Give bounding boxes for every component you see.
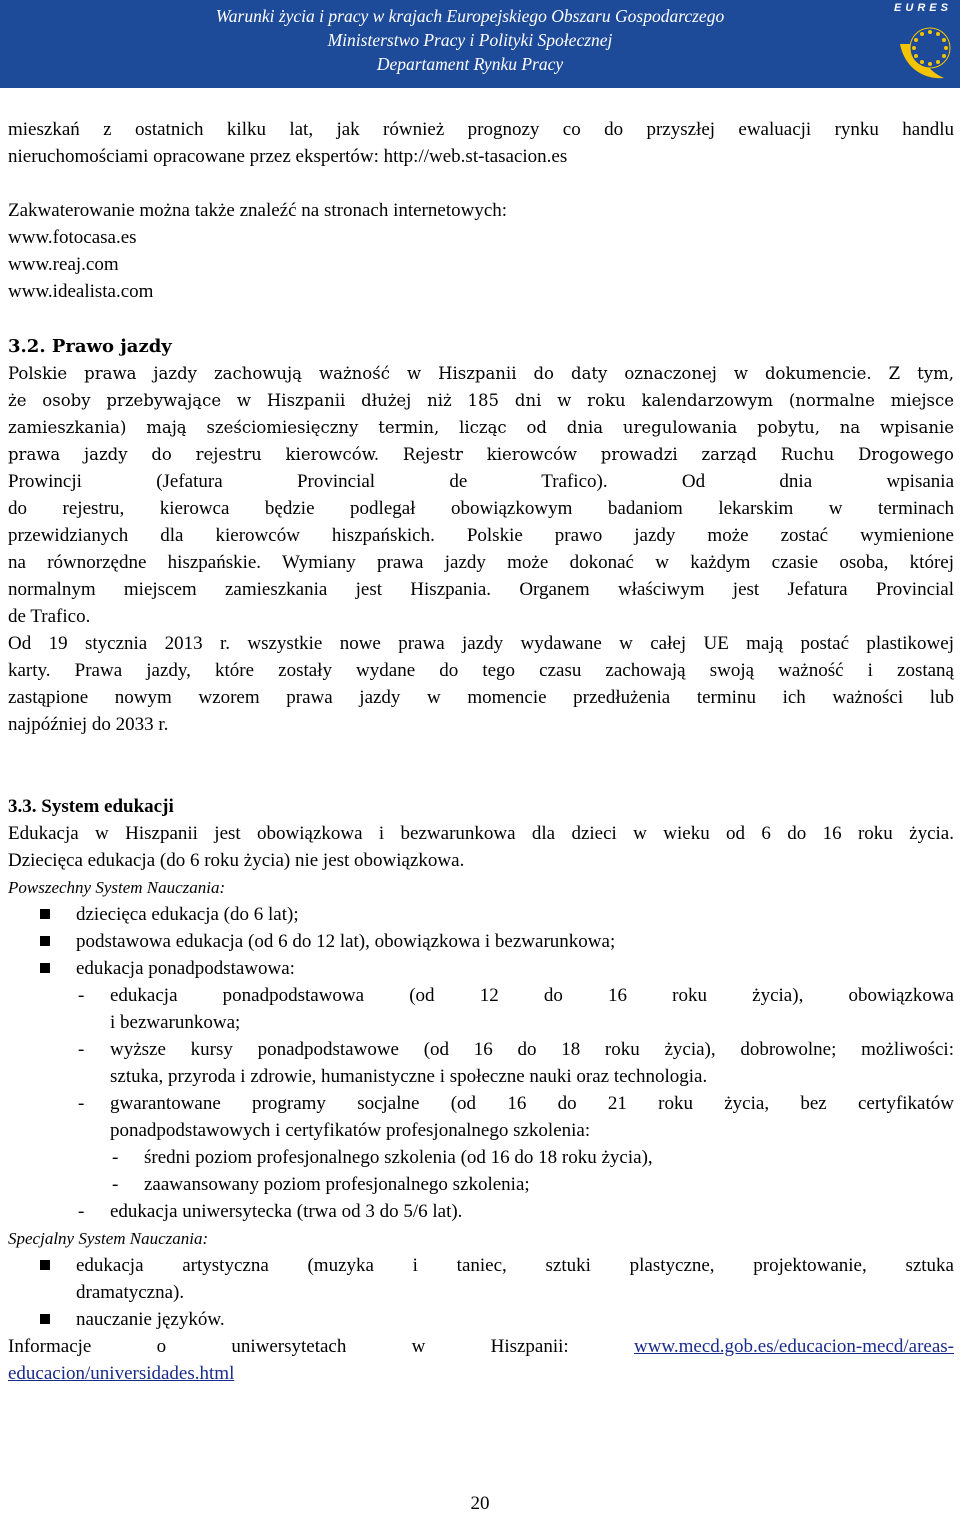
paragraph-line: na równorzędne hiszpańskie. Wymiany prawa jazdy może dokonać w każdym czasie osoba, której <box>8 552 954 573</box>
bullet-icon <box>40 1260 50 1270</box>
bullet-icon <box>40 936 50 946</box>
header-text <box>150 4 790 76</box>
paragraph-line: Prowincji (Jefatura Provincial de Trafico). Od dnia wpisania <box>8 471 954 492</box>
paragraph-line: przewidzianych dla kierowców hiszpańskich. Polskie prawo jazdy może zostać wymienione <box>8 525 954 546</box>
eures-logo <box>886 0 960 88</box>
header-line-1: Warunki życia i pracy w krajach Europejskiego Obszaru Gospodarczego <box>215 6 725 26</box>
paragraph-line: do rejestru, kierowca będzie podlegał obowiązkowym badaniom lekarskim w terminach <box>8 498 954 519</box>
universities-link[interactable]: www.mecd.gob.es/educacion-mecd/areas- <box>633 1336 955 1357</box>
paragraph-line: najpóźniej do 2033 r. <box>8 714 169 735</box>
paragraph-line: że osoby przebywające w Hiszpanii dłużej niż 185 dni w roku kalendarzowym (normalne miejsce <box>8 391 954 410</box>
site-link[interactable]: www.reaj.com <box>8 254 119 275</box>
paragraph-line: karty. Prawa jazdy, które zostały wydane do tego czasu zachowają swoją ważność i zostaną <box>8 660 954 681</box>
sub-list-item: - edukacja ponadpodstawowa (od 12 do 16 roku życia), obowiązkowa i bezwarunkowa; <box>78 985 954 1033</box>
intro-line-2: nieruchomościami opracowane przez ekspertów: http://web.st-tasacion.es <box>8 146 568 167</box>
section-heading-3-3: 3.3. System edukacji <box>8 796 174 817</box>
paragraph-line: Dziecięca edukacja (do 6 roku życia) nie jest obowiązkowa. <box>8 850 465 871</box>
special-system-label: Specjalny System Nauczania: <box>8 1229 209 1248</box>
list-item: edukacja artystyczna (muzyka i taniec, sztuki plastyczne, projektowanie, sztuka dramatyczna). <box>40 1252 954 1306</box>
housing-line: Zakwaterowanie można także znaleźć na stronach internetowych: <box>8 200 508 221</box>
sub-list-item: - wyższe kursy ponadpodstawowe (od 16 do 18 roku życia), dobrowolne; możliwości: sztuka, przyroda i zdrowie, humanistyczne i społeczne nauki oraz technologia. <box>78 1039 954 1087</box>
paragraph-line: prawa jazdy do rejestru kierowców. Rejestr kierowców prowadzi zarząd Ruchu Drogowego <box>8 445 954 464</box>
paragraph-line: Edukacja w Hiszpanii jest obowiązkowa i bezwarunkowa dla dzieci w wieku od 6 do 16 roku życia. <box>8 823 954 844</box>
site-link[interactable]: www.fotocasa.es <box>8 227 137 248</box>
paragraph-line: zastąpione nowym wzorem prawa jazdy w momencie przedłużenia terminu ich ważności lub <box>8 687 954 708</box>
paragraph-line: Od 19 stycznia 2013 r. wszystkie nowe prawa jazdy wydawane w całej UE mają postać plastikowej <box>8 633 954 654</box>
intro-line-1: mieszkań z ostatnich kilku lat, jak również prognozy co do przyszłej ewaluacji rynku handlu <box>8 119 954 140</box>
paragraph-line: Polskie prawa jazdy zachowują ważność w Hiszpanii do daty oznaczonej w dokumencie. Z tym, <box>8 364 954 383</box>
eures-logo-text: EURES <box>894 2 952 14</box>
section-heading-3-2: 3.2. Prawo jazdy <box>8 336 172 357</box>
sub-list-item: - gwarantowane programy socjalne (od 16 do 21 roku życia, bez certyfikatów ponadpodstawowych i certyfikatów profesjonalnego szkolenia: <box>78 1093 954 1141</box>
page-number: 20 <box>470 1493 490 1514</box>
universities-link-cont[interactable]: educacion/universidades.html <box>8 1363 235 1384</box>
header-line-2: Ministerstwo Pracy i Polityki Społecznej <box>327 30 613 50</box>
site-link[interactable]: www.idealista.com <box>8 281 154 302</box>
paragraph-line: normalnym miejscem zamieszkania jest Hiszpania. Organem właściwym jest Jefatura Provincial <box>8 579 954 600</box>
paragraph-line: de Trafico. <box>8 606 91 627</box>
general-system-label: Powszechny System Nauczania: <box>8 878 226 897</box>
bullet-icon <box>40 909 50 919</box>
page-header <box>0 0 960 88</box>
eures-emblem-icon <box>886 14 960 88</box>
header-line-3: Departament Rynku Pracy <box>376 54 564 74</box>
universities-line: Informacje o uniwersytetach w Hiszpanii: www.mecd.gob.es/educacion-mecd/areas- <box>8 1336 955 1357</box>
paragraph-line: zamieszkania) mają sześciomiesięczny termin, licząc od dnia uregulowania pobytu, na wpisanie <box>8 418 954 437</box>
bullet-icon <box>40 963 50 973</box>
bullet-icon <box>40 1314 50 1324</box>
